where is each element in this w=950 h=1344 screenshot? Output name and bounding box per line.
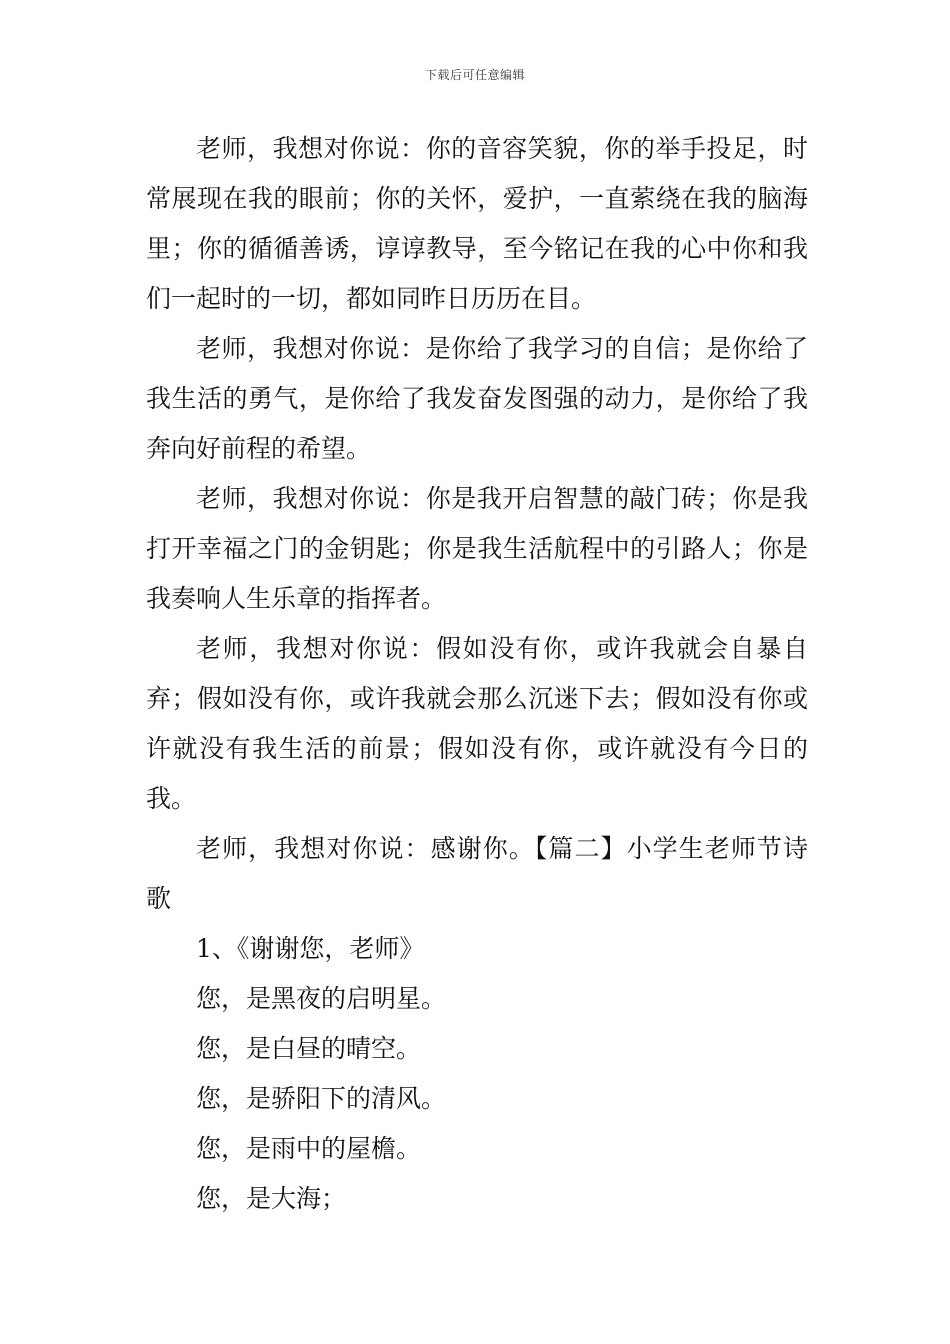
poem-line: 您，是黑夜的启明星。	[196, 984, 447, 1013]
paragraph: 老师，我想对你说：你是我开启智慧的敲门砖；你是我打开幸福之门的金钥匙；你是我生活航程中的引路人；你是我奏响人生乐章的指挥者。	[146, 484, 808, 613]
paragraph: 老师，我想对你说：假如没有你，或许我就会自暴自弃；假如没有你，或许我就会那么沉迷下去；假如没有你或许就没有我生活的前景；假如没有你，或许就没有今日的我。	[146, 634, 808, 813]
page-header: 下载后可任意编辑	[424, 68, 525, 82]
paragraph: 老师，我想对你说：你的音容笑貌，你的举手投足，时常展现在我的眼前；你的关怀，爱护，一直萦绕在我的脑海里；你的循循善诱，谆谆教导，至今铭记在我的心中你和我们一起时的一切，都如同昨日历历在目。	[146, 134, 808, 313]
poem-title: 1、《谢谢您，老师》	[196, 934, 425, 963]
paragraph: 老师，我想对你说：是你给了我学习的自信；是你给了我生活的勇气，是你给了我发奋发图强的动力，是你给了我奔向好前程的希望。	[146, 334, 808, 463]
poem-line: 您，是白昼的晴空。	[196, 1034, 422, 1063]
paragraph: 老师，我想对你说：感谢你。【篇二】小学生老师节诗歌	[146, 834, 808, 913]
poem-line: 您，是雨中的屋檐。	[196, 1134, 422, 1163]
poem-line: 您，是骄阳下的清风。	[196, 1084, 447, 1113]
document-body	[146, 124, 808, 1224]
poem-line: 您，是大海；	[196, 1184, 347, 1213]
